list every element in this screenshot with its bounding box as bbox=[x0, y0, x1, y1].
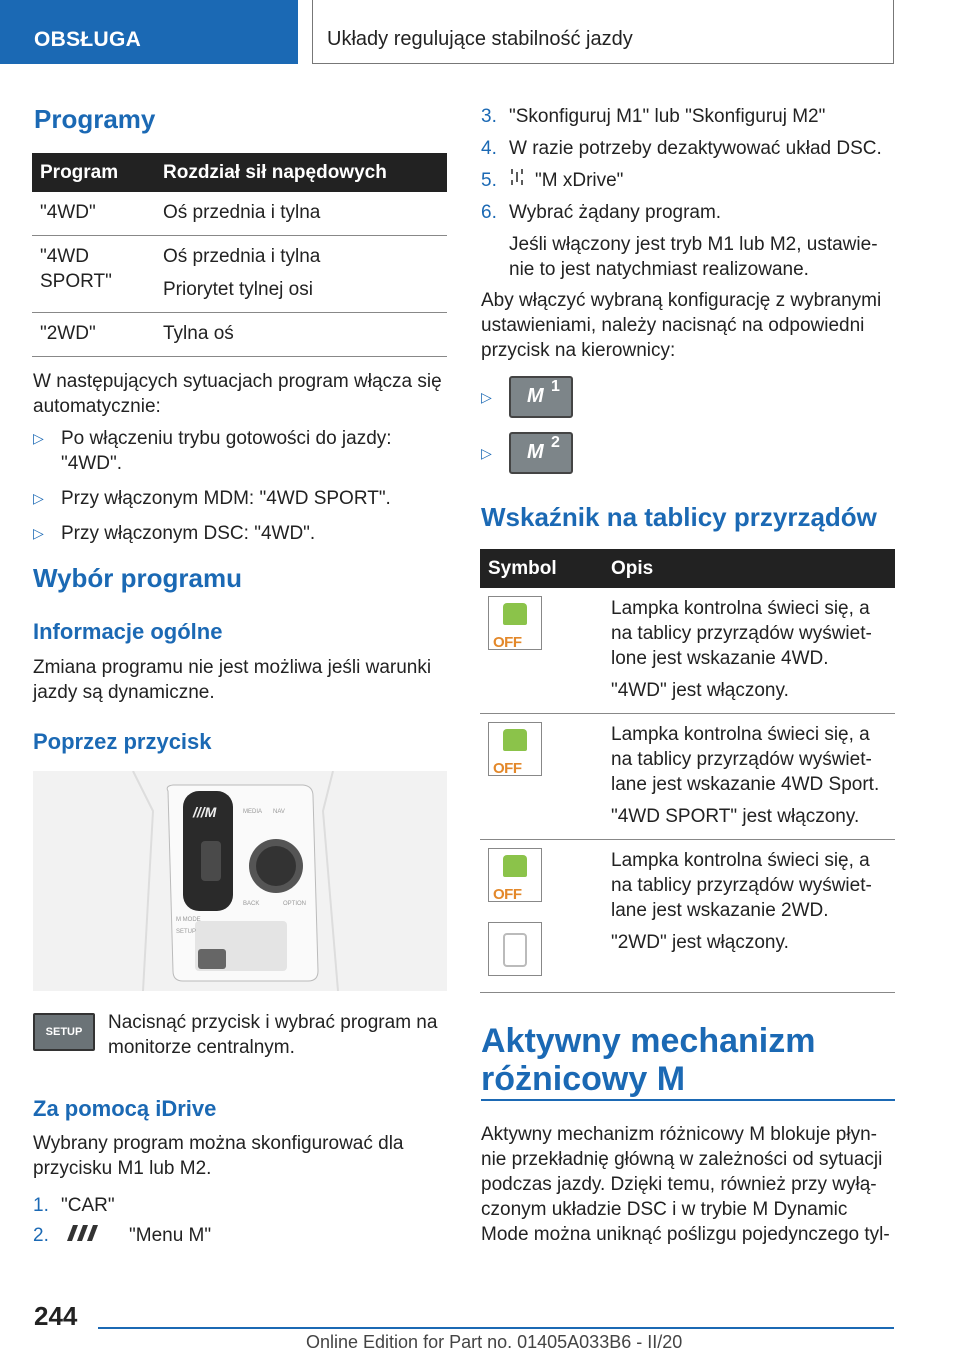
table-header-row bbox=[32, 153, 447, 192]
list-item bbox=[481, 136, 895, 161]
m-stripes-icon bbox=[61, 1223, 119, 1248]
table-row bbox=[32, 192, 447, 236]
table-header-cell: Symbol bbox=[480, 549, 603, 588]
svg-text:M MODE: M MODE bbox=[176, 917, 201, 923]
svg-text:///M: ///M bbox=[193, 804, 217, 820]
idrive-text: Wybrany program można skonfigurować dla przycisku M1 lub M2. bbox=[33, 1133, 404, 1179]
symbol-cell bbox=[480, 840, 603, 993]
description-text: Lampka kontrolna świeci się, a na tablicy przyrządów wyświetlone jest wskazanie 4WD. bbox=[611, 598, 872, 669]
step-text: W razie potrzeby dezaktywować układ DSC. bbox=[509, 138, 882, 159]
indicator-table bbox=[480, 549, 895, 993]
triangle-bullet-icon: ▷ bbox=[481, 444, 492, 461]
left-steps bbox=[33, 1193, 448, 1248]
table-row bbox=[480, 840, 895, 993]
triangle-bullet-icon: ▷ bbox=[481, 388, 492, 405]
list-item bbox=[33, 1223, 448, 1248]
step-number: 1. bbox=[33, 1195, 49, 1216]
info-heading: Informacje ogólne bbox=[33, 619, 223, 644]
distribution-cell bbox=[155, 236, 447, 313]
step-note: Jeśli włączony jest tryb M1 lub M2, ustawienie to jest natychmiast realizowane. bbox=[509, 234, 878, 280]
4wd-off-warning-icon: OFF bbox=[488, 596, 542, 650]
description-note: "4WD SPORT" jest włączony. bbox=[611, 806, 860, 827]
table-row bbox=[32, 236, 447, 313]
m2-button-icon: M 2 bbox=[509, 432, 573, 474]
right-steps bbox=[481, 104, 895, 363]
center-console-drawing bbox=[33, 771, 447, 991]
triangle-bullet-icon: ▷ bbox=[33, 430, 44, 446]
amd-text: Aktywny mechanizm różnicowy M blokuje płynnie przekładnię główną w zależności od sytuacji podczas jazdy. Dzięki temu, również przy wyłączonym układzie DSC i w trybie M Dynamic Mode można uniknąć poślizgu pojedynczego tyl- bbox=[481, 1124, 890, 1245]
idrive-heading: Za pomocą iDrive bbox=[33, 1096, 217, 1121]
section-tab: OBSŁUGA bbox=[0, 0, 298, 64]
svg-text:OPTION: OPTION bbox=[283, 901, 307, 907]
programs-heading: Programy bbox=[34, 104, 156, 134]
description-cell bbox=[603, 588, 895, 714]
m1-list-item bbox=[481, 376, 573, 418]
heading-rule bbox=[481, 1099, 895, 1101]
table-header-row bbox=[480, 549, 895, 588]
table-header-cell: Opis bbox=[603, 549, 895, 588]
description-note: "4WD" jest włączony. bbox=[611, 680, 789, 701]
program-cell: "2WD" bbox=[32, 313, 155, 357]
svg-text:SETUP: SETUP bbox=[176, 929, 197, 935]
symbol-cell bbox=[480, 714, 603, 840]
step-number: 2. bbox=[33, 1225, 49, 1246]
step-text: "M xDrive" bbox=[535, 170, 624, 191]
list-item bbox=[33, 486, 448, 511]
list-item bbox=[33, 426, 448, 476]
4wd-sport-off-warning-icon: OFF bbox=[488, 722, 542, 776]
auto-bullets bbox=[33, 426, 448, 546]
step-number: 5. bbox=[481, 170, 497, 191]
description-note: "2WD" jest włączony. bbox=[611, 932, 789, 953]
description-text: Lampka kontrolna świeci się, a na tablicy przyrządów wyświetlane jest wskazanie 2WD. bbox=[611, 850, 872, 921]
step-number: 4. bbox=[481, 138, 497, 159]
list-item bbox=[33, 521, 448, 546]
description-cell bbox=[603, 840, 895, 993]
2wd-off-warning-icon: OFF bbox=[488, 848, 542, 902]
triangle-bullet-icon: ▷ bbox=[33, 525, 44, 541]
setup-text: Nacisnąć przycisk i wybrać program na monitorze centralnym. bbox=[108, 1012, 438, 1058]
page-number: 244 bbox=[34, 1301, 78, 1331]
m1-button-icon: M 1 bbox=[509, 376, 573, 418]
amd-heading bbox=[481, 1022, 815, 1098]
table-row bbox=[480, 714, 895, 840]
svg-text:NAV: NAV bbox=[273, 809, 285, 815]
config-text: Aby włączyć wybraną konfigurację z wybranymi ustawieniami, należy nacisnąć na odpowiedni przycisk na kierownicy: bbox=[481, 290, 882, 361]
distribution-line: Priorytet tylnej osi bbox=[163, 279, 313, 300]
distribution-line: Oś przednia i tylna bbox=[163, 246, 321, 267]
2wd-drivetrain-icon bbox=[488, 922, 542, 976]
distribution-cell bbox=[155, 192, 447, 236]
svg-text:BACK: BACK bbox=[243, 901, 260, 907]
m2-list-item bbox=[481, 432, 573, 474]
info-text: Zmiana programu nie jest możliwa jeśli warunki jazdy są dynamiczne. bbox=[33, 657, 432, 703]
table-row bbox=[480, 588, 895, 714]
table-header-cell: Program bbox=[32, 153, 155, 192]
table-row bbox=[32, 313, 447, 357]
center-console-illustration bbox=[33, 771, 447, 991]
indicator-heading: Wskaźnik na tablicy przyrządów bbox=[481, 502, 877, 532]
step-text: "Skonfiguruj M1" lub "Skonfiguruj M2" bbox=[509, 106, 826, 127]
symbol-cell bbox=[480, 588, 603, 714]
program-cell: "4WD" bbox=[32, 192, 155, 236]
step-number: 3. bbox=[481, 106, 497, 127]
table-header-cell: Rozdział sił napędowych bbox=[155, 153, 447, 192]
distribution-line: Oś przednia i tylna bbox=[163, 202, 321, 223]
triangle-bullet-icon: ▷ bbox=[33, 490, 44, 506]
list-item bbox=[481, 200, 895, 225]
list-item bbox=[33, 1193, 448, 1218]
description-text: Lampka kontrolna świeci się, a na tablicy przyrządów wyświetlane jest wskazanie 4WD Sport. bbox=[611, 724, 880, 795]
svg-text:MEDIA: MEDIA bbox=[243, 809, 263, 815]
list-item-text: Przy włączonym MDM: "4WD SPORT". bbox=[61, 488, 391, 509]
program-cell: "4WD SPORT" bbox=[32, 236, 155, 313]
setup-button-icon: SETUP bbox=[33, 1013, 95, 1051]
list-item-text: Przy włączonym DSC: "4WD". bbox=[61, 523, 316, 544]
distribution-cell bbox=[155, 313, 447, 357]
list-item bbox=[481, 104, 895, 129]
edition-text: Online Edition for Part no. 01405A033B6 - II/20 bbox=[306, 1332, 683, 1352]
przycisk-heading: Poprzez przycisk bbox=[33, 729, 212, 754]
chapter-title: Układy regulujące stabilność jazdy bbox=[312, 0, 894, 64]
step-number: 6. bbox=[481, 202, 497, 223]
programs-table bbox=[32, 153, 447, 357]
step-text: "Menu M" bbox=[129, 1225, 212, 1246]
drive-icon bbox=[509, 168, 525, 193]
distribution-line: Tylna oś bbox=[163, 323, 234, 344]
amd-heading-line: Aktywny mechanizm bbox=[481, 1022, 816, 1060]
footer-rule bbox=[98, 1327, 894, 1329]
amd-heading-line: różnicowy M bbox=[481, 1060, 686, 1098]
wybor-heading: Wybór programu bbox=[33, 563, 242, 593]
auto-text: W następujących sytuacjach program włącza się automatycznie: bbox=[33, 371, 442, 417]
step-text: "CAR" bbox=[61, 1195, 115, 1216]
description-cell bbox=[603, 714, 895, 840]
list-item-text: Po włączeniu trybu gotowości do jazdy: "4WD". bbox=[61, 428, 392, 474]
list-item bbox=[481, 168, 895, 193]
step-text: Wybrać żądany program. bbox=[509, 202, 722, 223]
